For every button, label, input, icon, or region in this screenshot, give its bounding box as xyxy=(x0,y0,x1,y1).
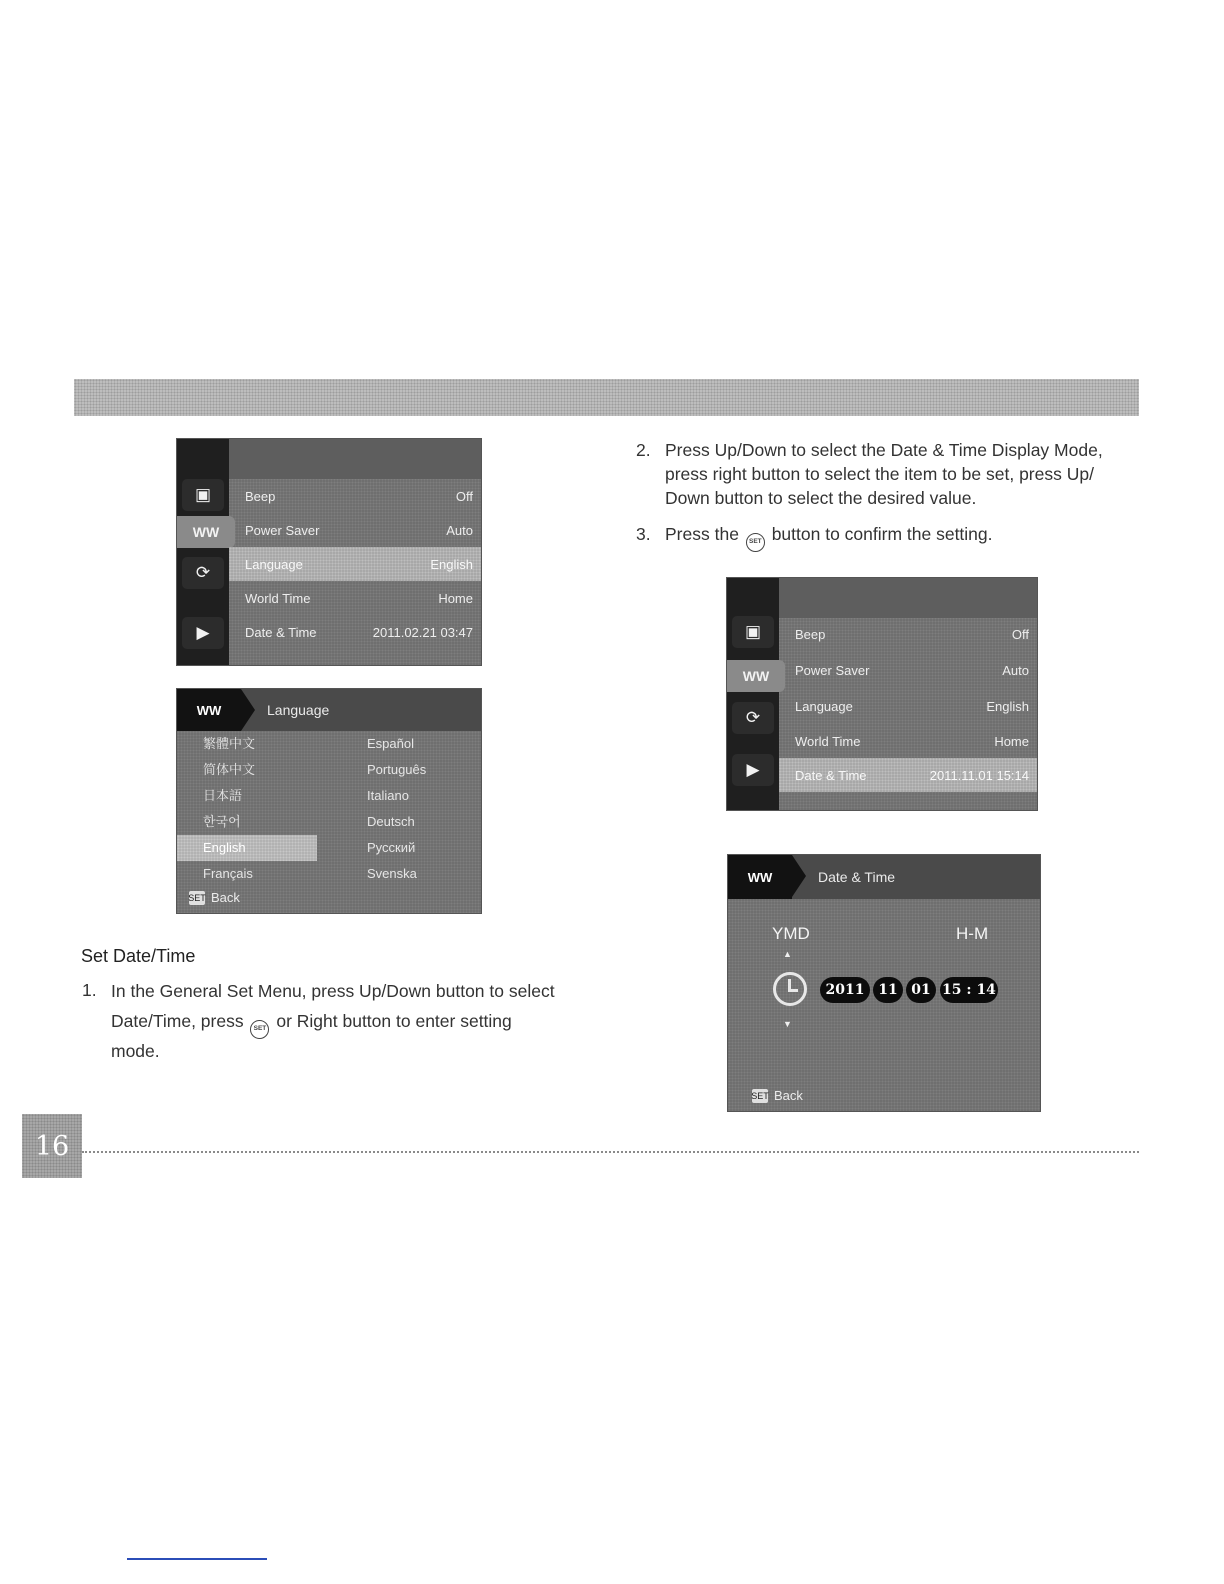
step1-line2-end: or Right button to enter setting xyxy=(276,1011,512,1031)
menu-row-value: 2011.11.01 15:14 xyxy=(929,767,1029,783)
back-button[interactable] xyxy=(752,1088,803,1103)
language-option[interactable]: Português xyxy=(367,762,427,777)
back-label: Back xyxy=(211,890,240,905)
date-time-screen xyxy=(727,854,1041,1112)
wrench-icon: WW xyxy=(728,855,792,899)
step-number: 2. xyxy=(636,440,651,460)
language-option[interactable]: 한국어 xyxy=(203,814,241,829)
menu-row-power-saver[interactable] xyxy=(229,513,481,547)
back-label: Back xyxy=(774,1088,803,1103)
footer-divider xyxy=(82,1151,1139,1153)
playback-icon[interactable]: ▶ xyxy=(182,617,224,649)
time-format-label: H-M xyxy=(956,924,989,943)
language-option[interactable]: 日本語 xyxy=(203,788,243,803)
clock-icon xyxy=(773,972,807,1006)
language-option[interactable]: Svenska xyxy=(367,866,417,881)
menu-row-label: Language xyxy=(795,698,853,714)
time-field[interactable]: 15 : 14 xyxy=(940,977,998,1003)
camera-icon[interactable]: ▣ xyxy=(732,616,774,648)
set-button-icon: SET xyxy=(746,533,765,552)
date-format-label: YMD xyxy=(772,924,810,943)
language-option[interactable]: Español xyxy=(367,736,414,751)
up-arrow-icon[interactable]: ▲ xyxy=(783,949,792,959)
menu-row-power-saver[interactable] xyxy=(779,652,1037,688)
menu-row-value: Off xyxy=(1011,626,1029,642)
playback-icon[interactable]: ▶ xyxy=(732,754,774,786)
menu-row-beep[interactable] xyxy=(229,479,481,513)
language-option[interactable]: Français xyxy=(203,866,253,881)
language-option[interactable]: 繁體中文 xyxy=(203,736,256,751)
general-menu-screen-1 xyxy=(176,438,482,666)
down-arrow-icon[interactable]: ▼ xyxy=(783,1019,792,1029)
menu-row-label: Date & Time xyxy=(245,624,317,640)
step3-line1-start: Press the xyxy=(665,524,739,544)
camera-icon[interactable]: ▣ xyxy=(182,479,224,511)
back-button[interactable] xyxy=(189,890,240,905)
menu-row-value: Off xyxy=(455,488,473,504)
language-option[interactable]: Русский xyxy=(367,840,416,855)
menu-row-label: Language xyxy=(245,556,303,572)
menu-row-world-time[interactable] xyxy=(779,724,1037,758)
section-header-bar xyxy=(74,379,1139,416)
menu-row-label: World Time xyxy=(245,590,311,606)
set-key-icon: SET xyxy=(188,892,206,903)
language-option[interactable]: Deutsch xyxy=(367,814,415,829)
step1-line3: mode. xyxy=(111,1041,160,1061)
menu-row-value: Home xyxy=(438,590,473,606)
step3-line1 xyxy=(665,521,993,552)
menu-row-label: Beep xyxy=(245,488,276,504)
step1-line2-start: Date/Time, press xyxy=(111,1011,244,1031)
screen-title: Language xyxy=(267,702,330,718)
menu-row-value: English xyxy=(430,556,473,572)
section-heading: Set Date/Time xyxy=(81,946,196,966)
menu-row-value: Home xyxy=(994,733,1029,749)
language-option[interactable]: Italiano xyxy=(367,788,409,803)
footer-link-underline xyxy=(127,1558,267,1560)
general-menu-screen-2 xyxy=(726,577,1038,811)
language-menu-screen xyxy=(176,688,482,914)
screen-header xyxy=(177,689,481,731)
wrench-icon[interactable]: WW xyxy=(727,660,785,692)
menu-row-world-time[interactable] xyxy=(229,581,481,615)
set-key-icon: SET xyxy=(751,1090,769,1101)
wrench-icon[interactable]: WW xyxy=(177,516,235,548)
step1-line2 xyxy=(111,1008,512,1039)
step2-line1: Press Up/Down to select the Date & Time Display Mode, xyxy=(665,440,1103,460)
menu-row-beep[interactable] xyxy=(779,616,1037,652)
menu-row-value: Auto xyxy=(446,522,473,538)
step2-line3: Down button to select the desired value. xyxy=(665,488,977,508)
month-field[interactable]: 11 xyxy=(873,977,903,1003)
refresh-icon[interactable]: ⟳ xyxy=(182,557,224,589)
step2-line2: press right button to select the item to be set, press Up/ xyxy=(665,464,1094,484)
screen-header xyxy=(728,855,1040,899)
step-number: 1. xyxy=(82,980,97,1000)
page-number: 16 xyxy=(22,1114,82,1178)
menu-row-language[interactable] xyxy=(229,547,481,581)
refresh-icon[interactable]: ⟳ xyxy=(732,702,774,734)
language-option[interactable]: 简体中文 xyxy=(203,762,256,777)
menu-top-area xyxy=(229,439,481,479)
year-field[interactable]: 2011 xyxy=(820,977,870,1003)
menu-row-label: Power Saver xyxy=(795,662,870,678)
step1-line1: In the General Set Menu, press Up/Down button to select xyxy=(111,981,555,1001)
day-field[interactable]: 01 xyxy=(906,977,936,1003)
menu-row-label: Beep xyxy=(795,626,826,642)
menu-row-date-time[interactable] xyxy=(229,615,481,649)
menu-row-label: Date & Time xyxy=(795,767,867,783)
wrench-icon: WW xyxy=(177,689,241,731)
step3-line1-end: button to confirm the setting. xyxy=(771,524,993,544)
language-option-selected[interactable]: English xyxy=(177,835,317,861)
menu-row-date-time[interactable] xyxy=(779,758,1037,792)
menu-row-label: World Time xyxy=(795,733,861,749)
menu-row-value: English xyxy=(986,698,1029,714)
menu-row-label: Power Saver xyxy=(245,522,320,538)
menu-row-value: 2011.02.21 03:47 xyxy=(372,624,473,640)
set-button-icon: SET xyxy=(250,1020,269,1039)
menu-row-value: Auto xyxy=(1002,662,1029,678)
menu-row-language[interactable] xyxy=(779,688,1037,724)
screen-title: Date & Time xyxy=(818,869,896,885)
menu-top-area xyxy=(779,578,1037,618)
step-number: 3. xyxy=(636,524,651,544)
